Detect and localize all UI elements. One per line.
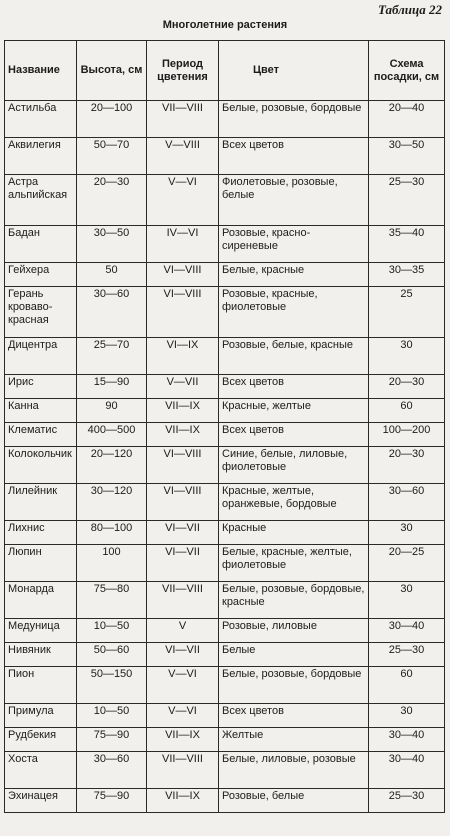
header-scheme: Схема посадки, см [369,41,445,101]
cell-color: Синие, белые, лиловые, фиолетовые [219,447,369,484]
table-row [5,447,445,484]
cell-height: 15—90 [77,375,147,399]
cell-height: 20—100 [77,101,147,138]
cell-color: Розовые, лиловые [219,619,369,643]
header-height: Высота, см [77,41,147,101]
cell-height: 20—120 [77,447,147,484]
cell-color: Белые, красные [219,263,369,287]
cell-color: Всех цветов [219,375,369,399]
cell-scheme: 25—30 [369,175,445,226]
table-row [5,399,445,423]
cell-height: 80—100 [77,521,147,545]
table-row [5,582,445,619]
header-color: Цвет [219,41,369,101]
table-row [5,338,445,375]
cell-name: Лилейник [5,484,77,521]
cell-color: Розовые, красные, фиолетовые [219,287,369,338]
cell-period: V—VII [147,375,219,399]
cell-period: VI—VII [147,521,219,545]
cell-name: Астильба [5,101,77,138]
cell-height: 75—80 [77,582,147,619]
cell-period: VII—VIII [147,101,219,138]
table-row [5,704,445,728]
cell-scheme: 60 [369,399,445,423]
cell-name: Ирис [5,375,77,399]
cell-color: Белые, розовые, бордовые [219,101,369,138]
cell-color: Красные, желтые, оранжевые, бордовые [219,484,369,521]
cell-color: Всех цветов [219,423,369,447]
cell-scheme: 25—30 [369,643,445,667]
cell-scheme: 20—30 [369,375,445,399]
cell-scheme: 30—40 [369,619,445,643]
cell-scheme: 35—40 [369,226,445,263]
cell-height: 30—50 [77,226,147,263]
cell-color: Красные [219,521,369,545]
cell-scheme: 100—200 [369,423,445,447]
cell-period: VI—IX [147,338,219,375]
cell-name: Рудбекия [5,728,77,752]
cell-period: VII—VIII [147,752,219,789]
cell-period: VI—VII [147,545,219,582]
cell-period: VII—VIII [147,582,219,619]
cell-scheme: 25 [369,287,445,338]
cell-scheme: 30—35 [369,263,445,287]
table-row [5,175,445,226]
cell-name: Пион [5,667,77,704]
cell-scheme: 30 [369,582,445,619]
table-row [5,619,445,643]
cell-color: Белые, красные, желтые, фиолетовые [219,545,369,582]
cell-name: Дицентра [5,338,77,375]
table-row [5,138,445,175]
cell-scheme: 30—50 [369,138,445,175]
cell-name: Нивяник [5,643,77,667]
table-row [5,101,445,138]
cell-color: Всех цветов [219,138,369,175]
cell-name: Лихнис [5,521,77,545]
cell-name: Монарда [5,582,77,619]
cell-period: V—VIII [147,138,219,175]
table-row [5,752,445,789]
cell-period: VII—IX [147,423,219,447]
cell-height: 75—90 [77,789,147,813]
cell-period: V—VI [147,667,219,704]
table-row [5,667,445,704]
cell-scheme: 60 [369,667,445,704]
cell-color: Розовые, красно-сиреневые [219,226,369,263]
cell-name: Люпин [5,545,77,582]
cell-period: VI—VIII [147,263,219,287]
cell-name: Примула [5,704,77,728]
cell-name: Колокольчик [5,447,77,484]
cell-scheme: 20—25 [369,545,445,582]
cell-color: Розовые, белые, красные [219,338,369,375]
cell-period: VI—VIII [147,447,219,484]
cell-height: 75—90 [77,728,147,752]
cell-height: 10—50 [77,619,147,643]
cell-height: 30—60 [77,287,147,338]
table-title: Многолетние растения [162,19,288,31]
header-name: Название [5,41,77,101]
table-row [5,375,445,399]
cell-height: 400—500 [77,423,147,447]
table-row [5,643,445,667]
cell-color: Всех цветов [219,704,369,728]
header-period: Период цветения [147,41,219,101]
cell-name: Гейхера [5,263,77,287]
cell-height: 20—30 [77,175,147,226]
cell-scheme: 30 [369,521,445,545]
cell-period: VII—IX [147,728,219,752]
cell-scheme: 30 [369,338,445,375]
table-row [5,287,445,338]
table-number-label: Таблица 22 [377,2,442,17]
table-row [5,484,445,521]
table-row [5,226,445,263]
cell-height: 90 [77,399,147,423]
cell-height: 30—120 [77,484,147,521]
cell-scheme: 30 [369,704,445,728]
cell-name: Медуница [5,619,77,643]
cell-scheme: 30—40 [369,728,445,752]
cell-height: 30—60 [77,752,147,789]
cell-period: IV—VI [147,226,219,263]
cell-height: 50—70 [77,138,147,175]
cell-period: V—VI [147,704,219,728]
cell-period: VI—VII [147,643,219,667]
cell-name: Клематис [5,423,77,447]
cell-color: Розовые, белые [219,789,369,813]
table-row [5,263,445,287]
cell-color: Желтые [219,728,369,752]
cell-height: 10—50 [77,704,147,728]
cell-height: 50—150 [77,667,147,704]
cell-scheme: 20—30 [369,447,445,484]
cell-name: Бадан [5,226,77,263]
cell-color: Белые, розовые, бордовые [219,667,369,704]
cell-color: Белые, лиловые, розовые [219,752,369,789]
cell-name: Аквилегия [5,138,77,175]
cell-period: V—VI [147,175,219,226]
cell-scheme: 30—40 [369,752,445,789]
cell-scheme: 30—60 [369,484,445,521]
cell-name: Эхинацея [5,789,77,813]
cell-name: Герань кроваво-красная [5,287,77,338]
cell-period: VI—VIII [147,484,219,521]
cell-height: 50—60 [77,643,147,667]
perennials-table [4,40,445,813]
cell-period: VII—IX [147,399,219,423]
cell-scheme: 20—40 [369,101,445,138]
cell-name: Астра альпийская [5,175,77,226]
cell-scheme: 25—30 [369,789,445,813]
cell-height: 25—70 [77,338,147,375]
cell-color: Белые [219,643,369,667]
cell-color: Красные, желтые [219,399,369,423]
cell-color: Фиолетовые, розовые, белые [219,175,369,226]
cell-period: V [147,619,219,643]
cell-height: 100 [77,545,147,582]
table-row [5,423,445,447]
cell-name: Канна [5,399,77,423]
table-row [5,789,445,813]
cell-name: Хоста [5,752,77,789]
cell-color: Белые, розовые, бордовые, красные [219,582,369,619]
table-row [5,545,445,582]
header-row [5,41,445,101]
cell-period: VII—IX [147,789,219,813]
cell-period: VI—VIII [147,287,219,338]
cell-height: 50 [77,263,147,287]
table-row [5,521,445,545]
table-row [5,728,445,752]
